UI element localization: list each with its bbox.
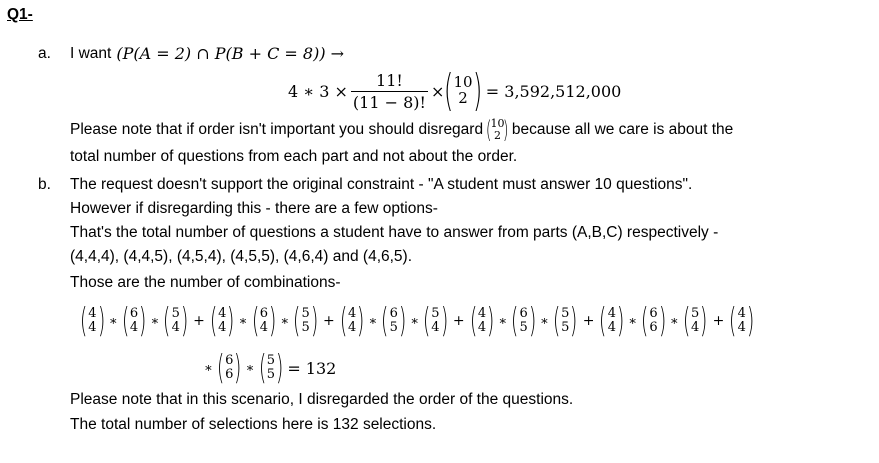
left-paren: (	[423, 301, 431, 341]
binom-top: 5	[171, 306, 180, 322]
plus-sign: +	[582, 313, 595, 329]
binomial-coefficient	[599, 301, 625, 341]
binom-top: 6	[649, 306, 658, 322]
binom-bottom: 5	[266, 367, 276, 382]
binom-bottom: 4	[88, 320, 97, 335]
multiply-sign: ∗	[204, 360, 213, 376]
plus-sign: +	[712, 313, 725, 329]
binom-bottom: 4	[259, 320, 269, 335]
multiply-sign: ∗	[540, 313, 549, 329]
combination-result: = 132	[287, 358, 337, 378]
binomial-stack	[519, 307, 529, 334]
note-post: because all we care is about the	[511, 121, 734, 138]
binomial-stack	[259, 307, 269, 334]
binom-top: 4	[88, 306, 97, 322]
binomial-coefficient	[511, 301, 537, 341]
binom-top: 5	[301, 306, 310, 322]
binomial-coefficient	[339, 301, 365, 341]
binomial-coefficient	[641, 301, 666, 341]
multiply-sign: ∗	[108, 313, 118, 329]
right-paren: )	[97, 301, 105, 341]
right-paren: )	[570, 301, 578, 341]
binomial-stack	[389, 307, 399, 334]
binom-top: 4	[607, 306, 616, 322]
binomial-stack	[300, 307, 310, 334]
binomial-stack	[648, 307, 658, 334]
binomial-10-2: ( 10 2 )	[444, 65, 482, 116]
binom-bottom: 4	[607, 320, 616, 335]
binom-bottom: 5	[561, 320, 570, 335]
combination-sum-row1	[80, 298, 754, 344]
right-paren: )	[616, 301, 625, 341]
binomial-coefficient	[163, 301, 189, 341]
note-binom-top: 10	[490, 117, 505, 131]
part-b-line4: (4,4,4), (4,4,5), (4,5,4), (4,5,5), (4,6,4) and (4,6,5).	[70, 248, 413, 265]
multiply-sign: ∗	[628, 313, 638, 329]
left-paren: (	[599, 301, 607, 341]
binomial-coefficient	[79, 301, 105, 341]
left-paren: (	[79, 301, 88, 341]
part-a-note-line1	[70, 118, 733, 142]
binom-top: 6	[389, 306, 398, 322]
binom-top: 5	[691, 306, 700, 322]
binomial-coefficient	[682, 301, 708, 341]
binom-bottom: 4	[431, 320, 440, 335]
multiply-sign: ∗	[280, 313, 290, 329]
left-paren: (	[339, 301, 347, 341]
binomial-coefficient	[729, 301, 755, 341]
note-binomial: ( 10 2 )	[485, 116, 509, 144]
left-paren: (	[216, 348, 225, 388]
binom-bottom: 2	[458, 89, 468, 107]
right-paren: )	[700, 301, 708, 341]
binom-bottom: 5	[389, 320, 398, 335]
right-paren: )	[440, 301, 448, 341]
binomial-coefficient	[216, 348, 242, 388]
left-paren: (	[293, 301, 301, 341]
part-b-label: b.	[38, 176, 51, 193]
binomial-coefficient	[381, 301, 407, 341]
note-binom-bottom: 2	[493, 129, 501, 142]
binom-top: 6	[129, 306, 139, 322]
right-paren: )	[180, 301, 189, 341]
left-paren: (	[251, 301, 259, 341]
multiply-sign: ∗	[245, 360, 255, 376]
right-paren: )	[310, 301, 318, 341]
plus-sign: +	[452, 313, 465, 329]
binom-top: 4	[218, 306, 227, 322]
binomial-stack	[266, 354, 276, 381]
multiply-sign: ∗	[368, 313, 378, 329]
binomial-stack	[690, 307, 700, 334]
multiply-sign: ∗	[410, 313, 420, 329]
binomial-coefficient	[423, 301, 448, 341]
right-paren: )	[487, 301, 495, 341]
right-paren: )	[658, 301, 666, 341]
left-paren: (	[729, 301, 737, 341]
binom-top: 4	[347, 306, 357, 322]
fraction-numerator: 11!	[376, 70, 403, 90]
calc-times: ×	[430, 81, 445, 101]
question-heading: Q1-	[7, 6, 33, 23]
multiply-sign: ∗	[669, 313, 679, 329]
binom-bottom: 4	[691, 320, 700, 335]
binomial-stack	[560, 307, 570, 334]
binom-bottom: 5	[519, 320, 528, 335]
right-paren: )	[357, 301, 365, 341]
binom-bottom: 4	[347, 320, 357, 335]
binom-bottom: 6	[225, 367, 234, 382]
fraction-denominator: (11 − 8)!	[352, 92, 426, 112]
binom-bottom: 5	[301, 320, 310, 335]
left-paren: (	[121, 301, 129, 341]
part-b-note1: Please note that in this scenario, I disregarded the order of the questions.	[70, 391, 574, 408]
multiply-sign: ∗	[238, 313, 248, 329]
left-paren: (	[552, 301, 561, 341]
binomial-coefficient	[209, 301, 235, 341]
binomial-stack	[737, 307, 747, 334]
plus-sign: +	[193, 313, 205, 329]
right-paren: )	[746, 301, 755, 341]
binomial-stack	[224, 354, 234, 381]
calc-lhs: 4 ∗ 3 ×	[288, 81, 348, 101]
factorial-fraction	[351, 71, 428, 112]
part-b-line1: The request doesn't support the original constraint - "A student must answer 10 questions".	[70, 176, 693, 193]
binom-top: 4	[737, 306, 746, 322]
right-paren: )	[227, 301, 235, 341]
binomial-stack	[171, 307, 181, 334]
note-pre: Please note that if order isn't important you should disregard	[70, 121, 484, 138]
left-paren: (	[469, 301, 477, 341]
part-a-calculation	[288, 66, 621, 116]
binomial-stack	[87, 307, 97, 334]
binom-top: 6	[225, 353, 234, 369]
binom-bottom: 4	[737, 320, 746, 335]
part-b-note2: The total number of selections here is 132 selections.	[70, 416, 437, 433]
binomial-stack	[217, 307, 227, 334]
right-paren: )	[234, 348, 242, 388]
right-paren: )	[269, 301, 277, 341]
binomial-coefficient	[552, 301, 578, 341]
part-a-note-line2: total number of questions from each part and not about the order.	[70, 148, 518, 165]
combination-sum-row2	[200, 346, 336, 390]
left-paren: (	[381, 301, 389, 341]
binomial-coefficient	[258, 348, 284, 388]
left-paren: (	[209, 301, 218, 341]
binom-bottom: 4	[477, 320, 487, 335]
binomial-coefficient	[469, 301, 495, 341]
multiply-sign: ∗	[150, 313, 160, 329]
binom-top: 4	[477, 306, 487, 322]
left-paren: (	[163, 301, 171, 341]
right-paren: )	[528, 301, 537, 341]
binomial-coefficient	[293, 301, 318, 341]
part-a-label: a.	[38, 45, 51, 62]
plus-sign: +	[322, 313, 335, 329]
binom-bottom: 4	[218, 320, 227, 335]
part-a-expression: (P(A = 2) ∩ P(B + C = 8)) →	[116, 44, 345, 63]
part-b-line2: However if disregarding this - there are a few options-	[70, 200, 438, 217]
binomial-stack	[430, 307, 440, 334]
part-a-intro-line	[70, 40, 344, 68]
binom-top: 5	[431, 306, 440, 322]
right-paren: )	[398, 301, 407, 341]
left-paren: (	[682, 301, 691, 341]
binom-bottom: 4	[129, 320, 139, 335]
binomial-coefficient	[251, 301, 277, 341]
left-paren: (	[258, 348, 266, 388]
binomial-stack	[129, 307, 139, 334]
binomial-stack	[607, 307, 617, 334]
binom-top: 6	[519, 306, 528, 322]
left-paren: (	[511, 301, 519, 341]
binomial-stack	[477, 307, 487, 334]
binom-top: 5	[266, 353, 276, 369]
left-paren: (	[641, 301, 649, 341]
right-paren: )	[276, 348, 284, 388]
part-a-intro: I want	[70, 45, 112, 62]
binom-bottom: 6	[649, 320, 658, 335]
part-b-line5: Those are the number of combinations-	[70, 274, 341, 291]
binomial-coefficient	[121, 301, 147, 341]
part-b-line3: That's the total number of questions a student have to answer from parts (A,B,C) respectively -	[70, 224, 719, 241]
binom-top: 10	[453, 73, 473, 92]
right-paren: )	[139, 301, 147, 341]
calc-result: = 3,592,512,000	[485, 81, 622, 101]
binom-top: 5	[561, 306, 570, 322]
multiply-sign: ∗	[498, 313, 508, 329]
binom-bottom: 4	[171, 320, 180, 335]
binom-top: 6	[259, 306, 269, 322]
binomial-stack	[347, 307, 357, 334]
